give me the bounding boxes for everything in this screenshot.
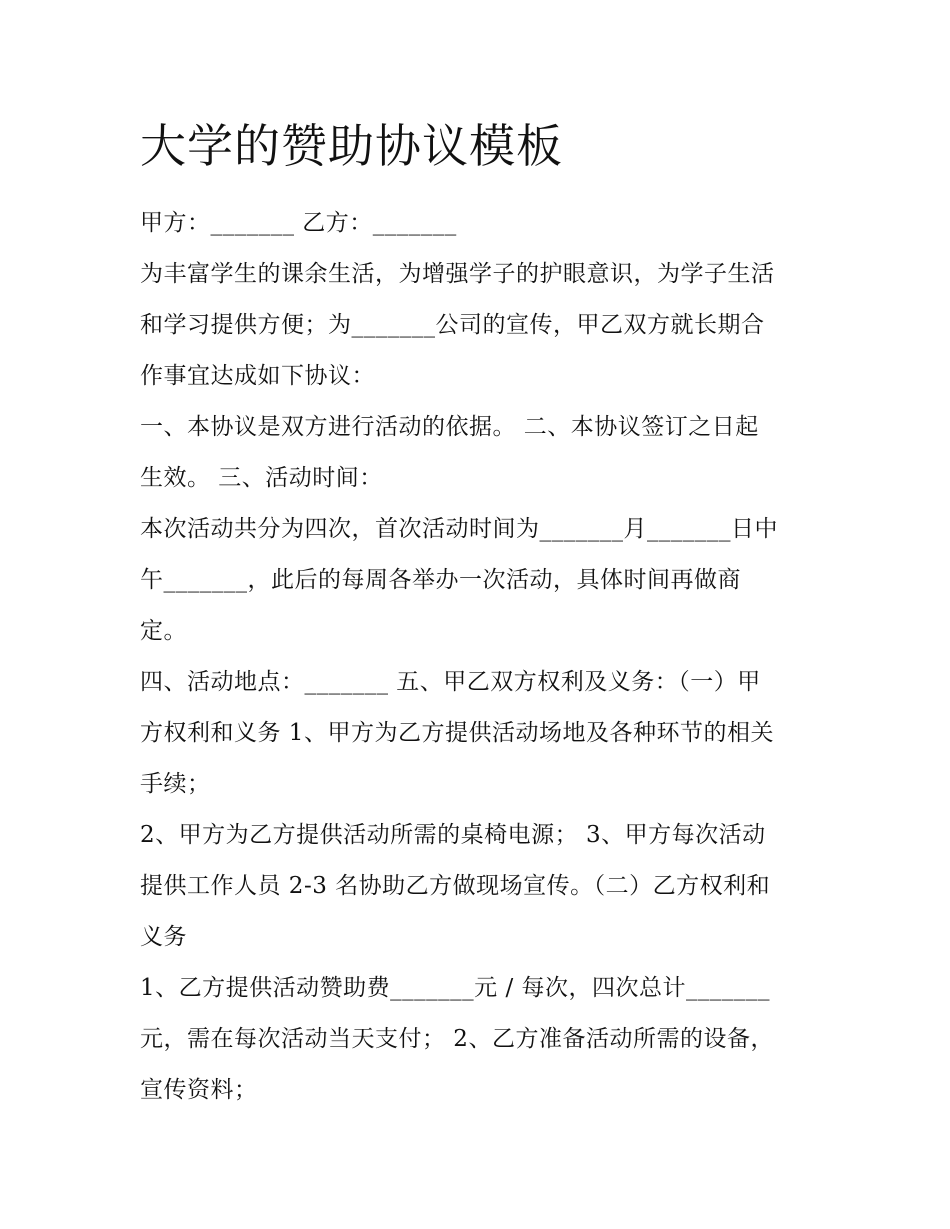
body-line: 宣传资料； [140, 1077, 258, 1103]
body-line: 作事宜达成如下协议： [140, 363, 375, 389]
body-line: 义务 [140, 924, 187, 950]
body-line: 1、乙方提供活动赞助费_______元 / 每次，四次总计_______ [140, 975, 771, 1001]
body-line: 一、本协议是双方进行活动的依据。 二、本协议签订之日起 [140, 414, 759, 440]
body-line: 午_______，此后的每周各举办一次活动，具体时间再做商 [140, 567, 741, 593]
body-line: 为丰富学生的课余生活，为增强学子的护眼意识，为学子生活 [140, 261, 775, 287]
document-title: 大学的赞助协议模板 [140, 119, 563, 173]
body-line: 方权利和义务 1、甲方为乙方提供活动场地及各种环节的相关 [140, 720, 774, 746]
body-line: 手续； [140, 771, 211, 797]
body-line: 定。 [140, 618, 187, 644]
body-line: 生效。 三、活动时间： [140, 465, 383, 491]
body-line: 本次活动共分为四次，首次活动时间为_______月_______日中 [140, 516, 778, 542]
body-line: 和学习提供方便；为_______公司的宣传，甲乙双方就长期合 [140, 312, 765, 338]
body-line: 甲方：_______ 乙方：_______ [140, 210, 457, 236]
body-line: 四、活动地点：_______ 五、甲乙双方权利及义务：（一）甲 [140, 669, 761, 695]
body-line: 提供工作人员 2-3 名协助乙方做现场宣传。（二）乙方权利和 [140, 873, 771, 899]
body-line: 2、甲方为乙方提供活动所需的桌椅电源； 3、甲方每次活动 [140, 822, 766, 848]
document-body [140, 198, 820, 1116]
body-line: 元，需在每次活动当天支付； 2、乙方准备活动所需的设备， [140, 1026, 774, 1052]
